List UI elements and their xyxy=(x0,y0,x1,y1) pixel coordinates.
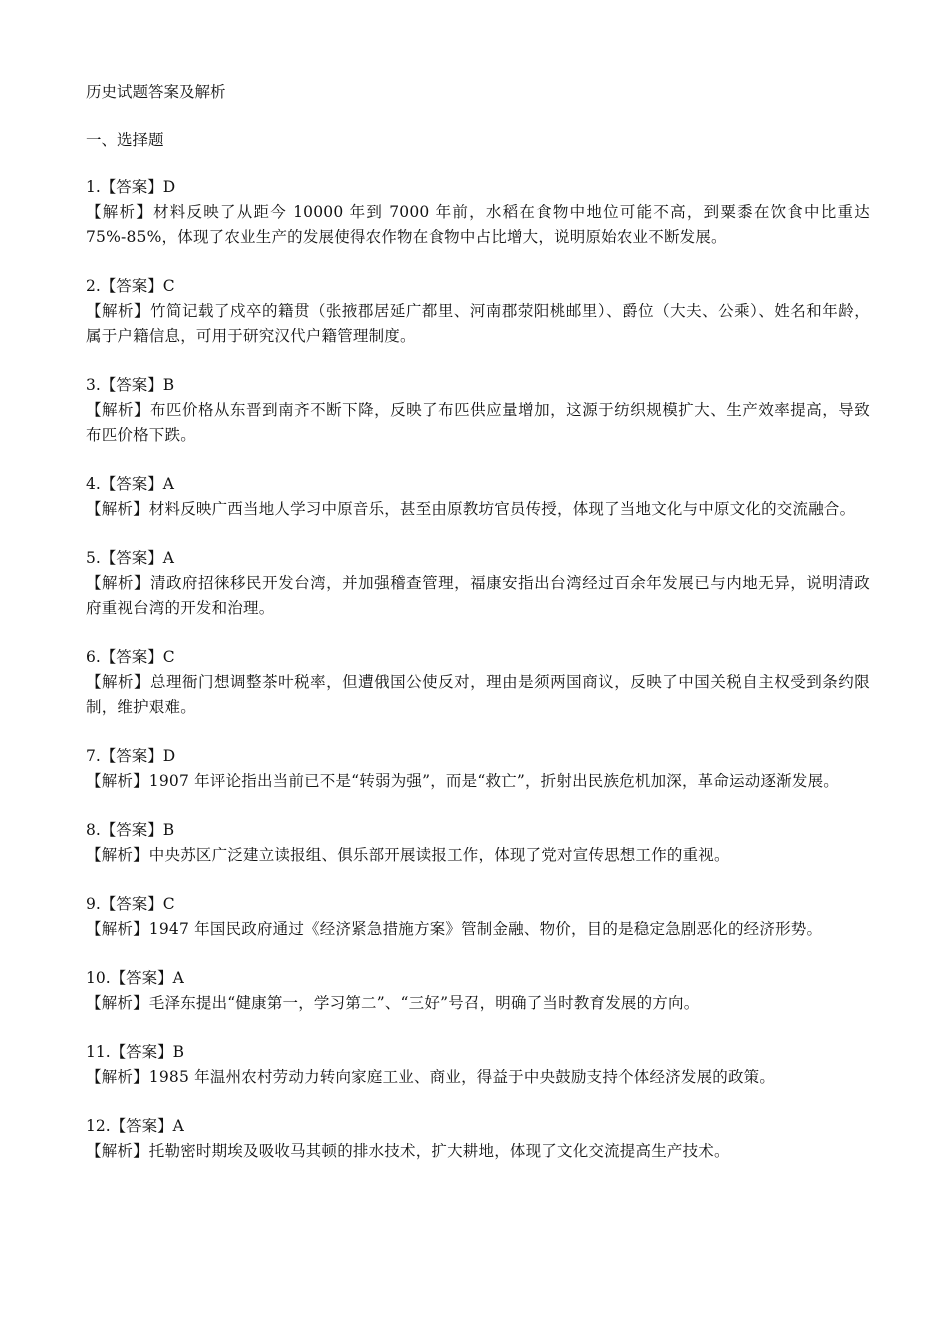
analysis-text: 【解析】毛泽东提出“健康第一，学习第二”、“三好”号召，明确了当时教育发展的方向。 xyxy=(86,994,700,1012)
answer-list xyxy=(86,175,870,1164)
answer-line: 10.【答案】A xyxy=(86,969,184,987)
answer-line: 4.【答案】A xyxy=(86,475,174,493)
analysis-text: 【解析】总理衙门想调整茶叶税率，但遭俄国公使反对，理由是须两国商议，反映了中国关税自主权受到条约限制，维护艰难。 xyxy=(86,673,870,716)
answer-line: 2.【答案】C xyxy=(86,277,175,295)
answer-item xyxy=(86,966,870,1016)
analysis-text: 【解析】布匹价格从东晋到南齐不断下降，反映了布匹供应量增加，这源于纺织规模扩大、生产效率提高，导致布匹价格下跌。 xyxy=(86,401,870,444)
answer-line: 5.【答案】A xyxy=(86,549,174,567)
answer-line: 6.【答案】C xyxy=(86,648,175,666)
answer-line: 11.【答案】B xyxy=(86,1043,185,1061)
analysis-text: 【解析】材料反映广西当地人学习中原音乐，甚至由原教坊官员传授，体现了当地文化与中原文化的交流融合。 xyxy=(86,500,856,518)
answer-line: 12.【答案】A xyxy=(86,1117,184,1135)
analysis-text: 【解析】1947 年国民政府通过《经济紧急措施方案》管制金融、物价，目的是稳定急剧恶化的经济形势。 xyxy=(86,920,823,938)
analysis-text: 【解析】清政府招徕移民开发台湾，并加强稽查管理，福康安指出台湾经过百余年发展已与内地无异，说明清政府重视台湾的开发和治理。 xyxy=(86,574,870,617)
analysis-text: 【解析】中央苏区广泛建立读报组、俱乐部开展读报工作，体现了党对宣传思想工作的重视。 xyxy=(86,846,730,864)
answer-item xyxy=(86,818,870,868)
answer-item xyxy=(86,274,870,349)
answer-line: 7.【答案】D xyxy=(86,747,176,765)
analysis-text: 【解析】竹简记载了戍卒的籍贯（张掖郡居延广都里、河南郡荥阳桃邮里）、爵位（大夫、公乘）、姓名和年龄，属于户籍信息，可用于研究汉代户籍管理制度。 xyxy=(86,302,870,345)
answer-item xyxy=(86,744,870,794)
answer-item xyxy=(86,1114,870,1164)
document-title: 历史试题答案及解析 xyxy=(86,83,226,101)
section-heading: 一、选择题 xyxy=(86,131,164,149)
answer-item xyxy=(86,645,870,720)
answer-line: 3.【答案】B xyxy=(86,376,175,394)
analysis-text: 【解析】1985 年温州农村劳动力转向家庭工业、商业，得益于中央鼓励支持个体经济发展的政策。 xyxy=(86,1068,776,1086)
analysis-text: 【解析】材料反映了从距今 10000 年到 7000 年前，水稻在食物中地位可能不高，到粟黍在饮食中比重达 75%-85%，体现了农业生产的发展使得农作物在食物中占比增大，说明原始农业不断发展。 xyxy=(86,203,870,246)
analysis-text: 【解析】托勒密时期埃及吸收马其顿的排水技术，扩大耕地，体现了文化交流提高生产技术。 xyxy=(86,1142,730,1160)
answer-item xyxy=(86,892,870,942)
answer-item xyxy=(86,1040,870,1090)
answer-item xyxy=(86,373,870,448)
answer-item xyxy=(86,546,870,621)
answer-line: 1.【答案】D xyxy=(86,178,176,196)
answer-line: 9.【答案】C xyxy=(86,895,175,913)
answer-line: 8.【答案】B xyxy=(86,821,175,839)
answer-item xyxy=(86,175,870,250)
analysis-text: 【解析】1907 年评论指出当前已不是“转弱为强”，而是“救亡”，折射出民族危机加深，革命运动逐渐发展。 xyxy=(86,772,839,790)
answer-item xyxy=(86,472,870,522)
